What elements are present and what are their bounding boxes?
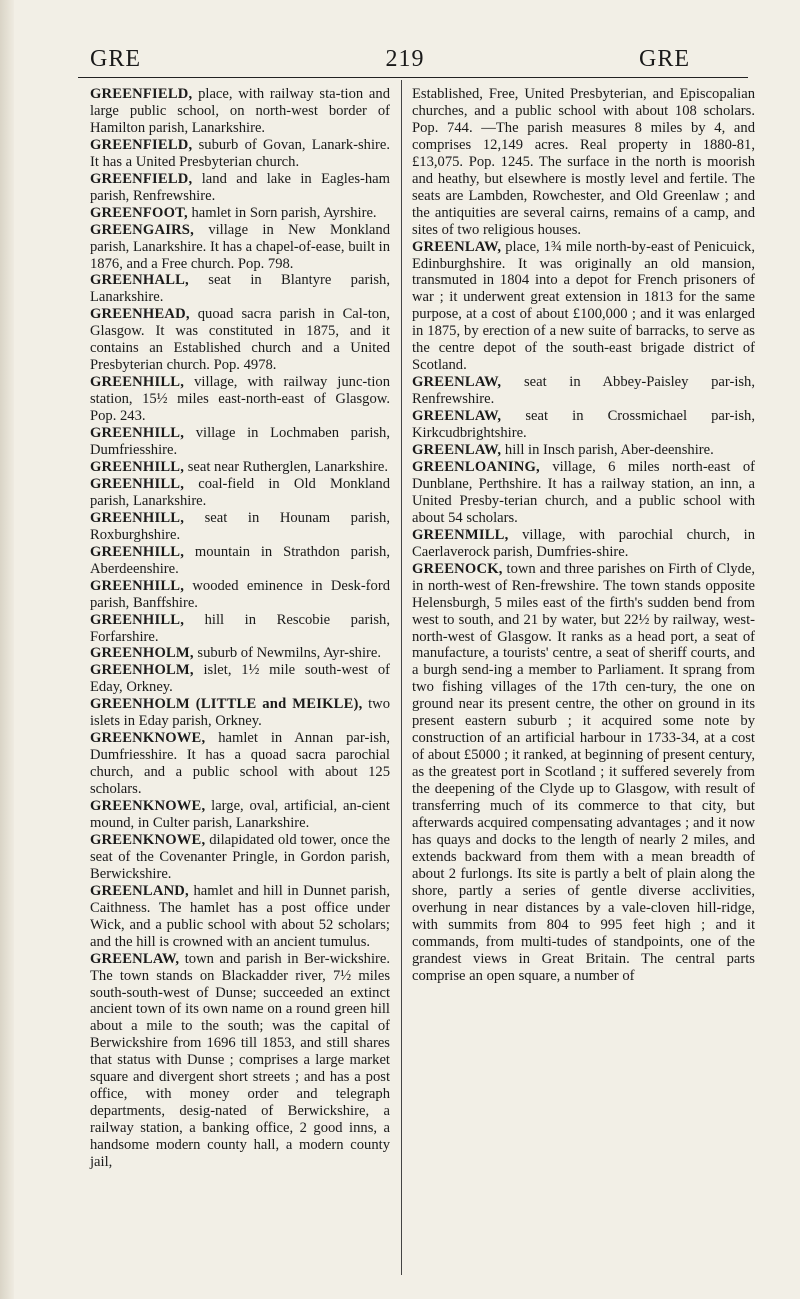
entry-headword: GREENLAW, xyxy=(412,442,502,459)
entry-headword: GREENLOANING, xyxy=(412,458,540,475)
gazetteer-entry xyxy=(90,578,390,612)
entry-text: islet, 1½ mile south-west of Eday, Orkney. xyxy=(90,662,390,696)
header-rule xyxy=(78,77,748,78)
entry-headword: GREENOCK, xyxy=(412,560,503,577)
gazetteer-entry xyxy=(90,832,390,883)
gazetteer-entry xyxy=(90,137,390,171)
entry-text: hill in Rescobie parish, Forfarshire. xyxy=(90,611,390,645)
gazetteer-entry xyxy=(90,696,390,730)
entry-headword: GREENFIELD, xyxy=(90,86,193,102)
entry-headword: GREENHILL, xyxy=(90,577,185,594)
entry-text: seat near Rutherglen, Lanarkshire. xyxy=(184,458,389,475)
column-divider xyxy=(401,80,402,1275)
entry-headword: GREENHOLM, xyxy=(90,662,194,679)
entry-headword: GREENMILL, xyxy=(412,526,509,543)
gazetteer-entry xyxy=(412,408,755,442)
entry-text: dilapidated old tower, once the seat of the Covenanter Pringle, in Gordon parish, Berwickshire. xyxy=(90,831,390,882)
entry-headword: GREENHOLM (LITTLE and MEIKLE), xyxy=(90,696,363,713)
gazetteer-entry xyxy=(90,476,390,510)
gazetteer-entry xyxy=(90,951,390,1171)
gazetteer-entry xyxy=(90,425,390,459)
entry-text: land and lake in Eagles-ham parish, Renfrewshire. xyxy=(90,170,390,204)
entry-text: suburb of Newmilns, Ayr-shire. xyxy=(193,645,382,662)
gazetteer-entry xyxy=(90,662,390,696)
gazetteer-entry xyxy=(412,239,755,375)
entry-headword: GREENKNOWE, xyxy=(90,798,206,815)
header-right-guideword: GRE xyxy=(639,46,690,72)
gazetteer-entry xyxy=(90,272,390,306)
entry-text: suburb of Govan, Lanark-shire. It has a United Presbyterian church. xyxy=(90,136,390,170)
entry-text: seat in Crossmichael par-ish, Kirkcudbrightshire. xyxy=(412,408,755,442)
entry-text: quoad sacra parish in Cal-ton, Glasgow. It was constituted in 1875, and it contains an Established church and a United Presbyterian church. Pop. 4978. xyxy=(90,306,390,374)
running-header xyxy=(60,46,750,80)
entry-text: wooded eminence in Desk-ford parish, Banffshire. xyxy=(90,577,390,611)
entry-text: town and parish in Ber-wickshire. The town stands on Blackadder river, 7½ miles south-south-west of Dunse; succeeded an extinct ancient town of its own name on a round green hill about a mile to the south; was the capital of Berwickshire from 1696 till 1853, and still shares that status with Dunse ; comprises a large market square and divergent short streets ; and has a post office, with money order and telegraph departments, desig-nated of Berwickshire, a railway station, a banking office, 2 good inns, a handsome modern county hall, a modern county jail, xyxy=(90,950,390,1171)
gazetteer-entry xyxy=(412,86,755,239)
gazetteer-entry xyxy=(90,306,390,374)
gazetteer-entry xyxy=(90,222,390,273)
entry-headword: GREENHILL, xyxy=(90,611,185,628)
entry-headword: GREENHILL, xyxy=(90,374,185,391)
gazetteer-entry xyxy=(412,527,755,561)
entry-headword: GREENLAND, xyxy=(90,882,189,899)
entry-headword: GREENFIELD, xyxy=(90,136,193,153)
entry-text: town and three parishes on Firth of Clyde, in north-west of Ren-frewshire. The town stands opposite Helensburgh, 5 miles east of the firth's sudden bend from west to south, and 21 by water, but 22½ by railway, west-north-west of Glasgow. It ranks as a head port, a seat of manufacture, a tourists' centre, a seat of sheriff courts, and a burgh send-ing a member to Parliament. It sprang from two fishing villages of the 17th cen-tury, the one on ground near its present centre, the other on ground in its present eastern suburb ; it acquired some note by construction of an artificial harbour in 1733-34, at a cost of about £5000 ; it ranked, at beginning of present century, as the greatest port in Scotland ; it suffered severely from the deepening of the Clyde up to Glasgow, with result of transferring much of its commerce to that city, but afterwards acquired compensating advantages ; and it now has quays and docks to the length of nearly 2 miles, and extends backward from them with a mean breadth of about 2 furlongs. Its site is partly a belt of plain along the shore, partly a series of gentle diverse acclivities, overhung in near distances by a vale-cloven hill-ridge, with summits from 804 to 995 feet high ; and it commands, from multi-tudes of standpoints, one of the grandest views in Great Britain. The central parts comprise an open square, a number of xyxy=(412,560,755,984)
entry-text: large, oval, artificial, an-cient mound, in Culter parish, Lanarkshire. xyxy=(90,798,390,831)
entry-headword: GREENHILL, xyxy=(90,425,185,442)
gazetteer-entry xyxy=(90,612,390,646)
entry-text: two islets in Eday parish, Orkney. xyxy=(90,696,390,730)
gazetteer-entry xyxy=(90,645,390,662)
entry-text: place, 1¾ mile north-by-east of Penicuick, Edinburghshire. It was originally an old mansion, transmuted in 1804 into a depot for French prisoners of war ; it underwent great extension in 1813 for the same purpose, at a cost of about £100,000 ; and it was enlarged in 1875, by erection of a new suite of barracks, to serve as the centre depot of the south-east brigade district of Scotland. xyxy=(412,238,755,374)
entry-headword: GREENHILL, xyxy=(90,475,185,492)
entry-headword: GREENLAW, xyxy=(412,238,502,255)
entry-text: hamlet in Sorn parish, Ayrshire. xyxy=(187,204,377,221)
entry-headword: GREENHALL, xyxy=(90,272,189,289)
gazetteer-entry xyxy=(90,510,390,544)
entry-text: hamlet in Annan par-ish, Dumfriesshire. It has a quoad sacra parochial church, and a public school with about 125 scholars. xyxy=(90,730,390,798)
page-spine-shadow xyxy=(0,0,14,1299)
gazetteer-entry xyxy=(90,883,390,951)
gazetteer-entry xyxy=(90,798,390,832)
right-column xyxy=(412,86,755,985)
entry-headword: GREENHILL, xyxy=(90,543,185,560)
gazetteer-entry xyxy=(412,374,755,408)
entry-text: hill in Insch parish, Aber-deenshire. xyxy=(501,442,714,459)
entry-headword: GREENLAW, xyxy=(90,950,180,967)
entry-text: seat in Abbey-Paisley par-ish, Renfrewshire. xyxy=(412,374,755,408)
gazetteer-entry xyxy=(90,86,390,137)
page-number: 219 xyxy=(385,46,425,72)
entry-headword: GREENFIELD, xyxy=(90,170,193,187)
gazetteer-entry xyxy=(90,374,390,425)
entry-text: village, with railway junc-tion station, 15½ miles east-north-east of Glasgow. Pop. 243. xyxy=(90,374,390,425)
entry-headword: GREENGAIRS, xyxy=(90,221,194,238)
entry-text: village in New Monkland parish, Lanarkshire. It has a chapel-of-ease, built in 1876, and a Free church. Pop. 798. xyxy=(90,221,390,272)
entry-headword: GREENHOLM, xyxy=(90,645,194,662)
gazetteer-entry xyxy=(412,442,755,459)
entry-headword: GREENFOOT, xyxy=(90,204,188,221)
entry-text: village in Lochmaben parish, Dumfriesshire. xyxy=(90,425,390,459)
entry-text: coal-field in Old Monkland parish, Lanarkshire. xyxy=(90,475,390,509)
entry-text: seat in Hounam parish, Roxburghshire. xyxy=(90,509,390,543)
gazetteer-entry xyxy=(90,171,390,205)
gazetteer-entry xyxy=(90,544,390,578)
entry-headword: GREENKNOWE, xyxy=(90,730,206,747)
entry-text: village, with parochial church, in Caerlaverock parish, Dumfries-shire. xyxy=(412,526,755,560)
left-column xyxy=(90,86,390,1171)
entry-text: place, with railway sta-tion and large public school, on north-west border of Hamilton parish, Lanarkshire. xyxy=(90,86,390,136)
entry-text: seat in Blantyre parish, Lanarkshire. xyxy=(90,272,390,306)
entry-text: hamlet and hill in Dunnet parish, Caithness. The hamlet has a post office under Wick, and a public school with about 52 scholars; and the hill is crowned with an ancient tumulus. xyxy=(90,882,390,950)
entry-text: Established, Free, United Presbyterian, and Episcopalian churches, and a public school with about 108 scholars. Pop. 744. —The parish measures 8 miles by 4, and comprises 12,149 acres. Real property in 1880-81, £13,075. Pop. 1245. The surface in the north is moorish and heathy, but elsewhere is mostly level and fertile. The seats are Lambden, Rowchester, and Old Greenlaw ; and the antiquities are several cairns, remains of a camp, and sites of two religious houses. xyxy=(412,86,755,238)
gazetteer-entry xyxy=(412,459,755,527)
gazetteer-entry xyxy=(412,561,755,985)
entry-headword: GREENHILL, xyxy=(90,458,185,475)
gazetteer-entry xyxy=(90,730,390,798)
entry-headword: GREENKNOWE, xyxy=(90,831,206,848)
entry-headword: GREENHILL, xyxy=(90,509,185,526)
entry-headword: GREENLAW, xyxy=(412,374,502,391)
entry-text: mountain in Strathdon parish, Aberdeenshire. xyxy=(90,543,390,577)
entry-headword: GREENLAW, xyxy=(412,408,502,425)
gazetteer-entry xyxy=(90,205,390,222)
header-left-guideword: GRE xyxy=(90,46,141,72)
gazetteer-entry xyxy=(90,459,390,476)
entry-headword: GREENHEAD, xyxy=(90,306,190,323)
entry-text: village, 6 miles north-east of Dunblane, Perthshire. It has a railway station, an inn, a United Presby-terian church, and a public school with about 54 scholars. xyxy=(412,458,755,526)
